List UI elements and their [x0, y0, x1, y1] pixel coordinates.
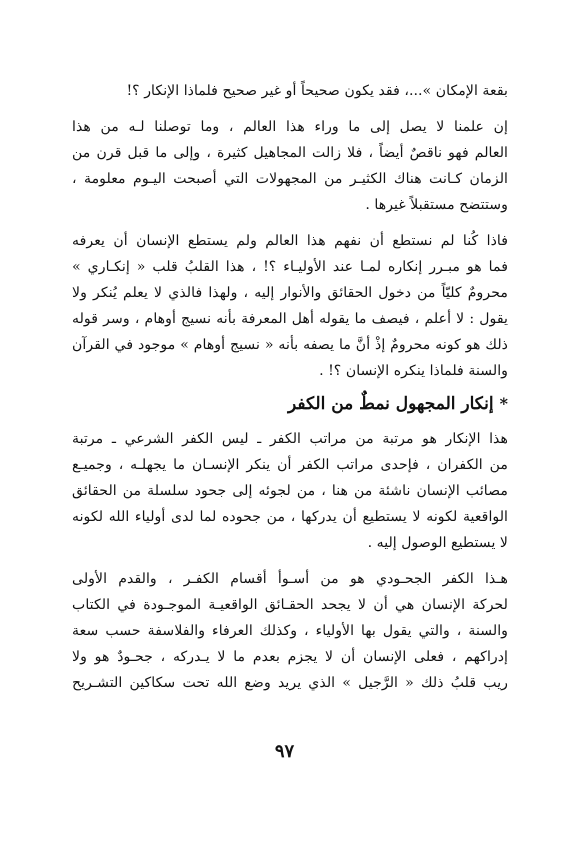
- text-line: مصائب الإنسان ناشئة من هنا ، من لجوئه إلى جحود سلسلة من الحقائق: [72, 483, 508, 499]
- paragraph-1: [72, 78, 508, 104]
- paragraph-gap: [72, 218, 508, 228]
- text-line: لحركة الإنسان هي أن لا يجحد الحقـائق الواقعيـة الموجـودة في الكتاب: [72, 597, 508, 613]
- text-line: هـذا الكفر الجحـودي هو من أسـوأ أقسام الكفـر ، والقدم الأولى: [72, 571, 508, 587]
- text-line: ذلك هو كونه محرومٌ إذْ أنَّ ما يصفه بأنه « نسيج أوهام » موجود في القرآن: [72, 337, 508, 353]
- document-page: [72, 78, 508, 696]
- text-line: فاذا كُنا لم نستطع أن نفهم هذا العالم ولم يستطع الإنسان أن يعرفه: [72, 233, 508, 249]
- paragraph-3: [72, 228, 508, 384]
- heading-text: إنكار المجهول نمطٌ من الكفر: [288, 394, 494, 414]
- text-line: بقعة الإمكان »...، فقد يكون صحيحاً أو غير صحيح فلماذا الإنكار ؟!: [126, 83, 508, 99]
- section-heading: [72, 390, 508, 418]
- text-line: الواقعية لكونه لا يستطيع أن يدركها ، من جحوده لما لدى أولياء الله لكونه: [72, 509, 508, 525]
- text-line: إدراكهم ، فعلى الإنسان أن لا يجزم بعدم ما لا يـدركه ، جحـودٌ هو ولا: [72, 649, 508, 665]
- text-line: والسنة ، والتي يقول بها الأولياء ، وكذلك العرفاء والفلاسفة حسب سعة: [72, 623, 508, 639]
- text-line: من الكفران ، فإحدى مراتب الكفر أن ينكر الإنسـان ما يجهلـه ، وجميـع: [72, 457, 508, 473]
- text-line: هذا الإنكار هو مرتبة من مراتب الكفر ـ ليس الكفر الشرعي ـ مرتبة: [72, 431, 508, 447]
- page-number: ٩٧: [274, 741, 295, 762]
- paragraph-gap: [72, 556, 508, 566]
- text-line: محرومٌ كليّاً من دخول الحقائق والأنوار إليه ، ولهذا فالذي لا يعلم يُنكر ولا: [72, 285, 508, 301]
- text-line: يقول : لا أعلم ، فيصف ما يقوله أهل المعرفة بأنه نسيج أوهام ، وسر قوله: [72, 311, 508, 327]
- text-line: إن علمنا لا يصل إلى ما وراء هذا العالم ، وما توصلنا لـه من هذا: [72, 119, 508, 135]
- paragraph-2: [72, 114, 508, 218]
- text-line: وستتضح مستقبلاً غيرها .: [365, 197, 508, 213]
- text-line: والسنة فلماذا ينكره الإنسان ؟! .: [319, 363, 508, 379]
- text-line: ريب قلبُ ذلك « الرَّجيل » الذي يريد وضع الله تحت سكاكين التشـريح: [72, 675, 508, 691]
- text-line: الزمان كـانت هناك الكثيـر من المجهولات التي أصبحت اليـوم معلومة ،: [72, 171, 508, 187]
- heading-star: *: [499, 394, 508, 413]
- paragraph-4: [72, 426, 508, 556]
- paragraph-gap: [72, 104, 508, 114]
- text-line: فما هو مبـرر إنكاره لمـا عند الأوليـاء ؟! ، هذا القلبُ قلب « إنكـاري »: [72, 259, 508, 275]
- text-line: العالم فهو ناقصٌ أيضاً ، فلا زالت المجاهيل كثيرة ، وإلى ما قبل قرن من: [72, 145, 508, 161]
- paragraph-5: [72, 566, 508, 696]
- text-line: لا يستطيع الوصول إليه .: [367, 535, 508, 551]
